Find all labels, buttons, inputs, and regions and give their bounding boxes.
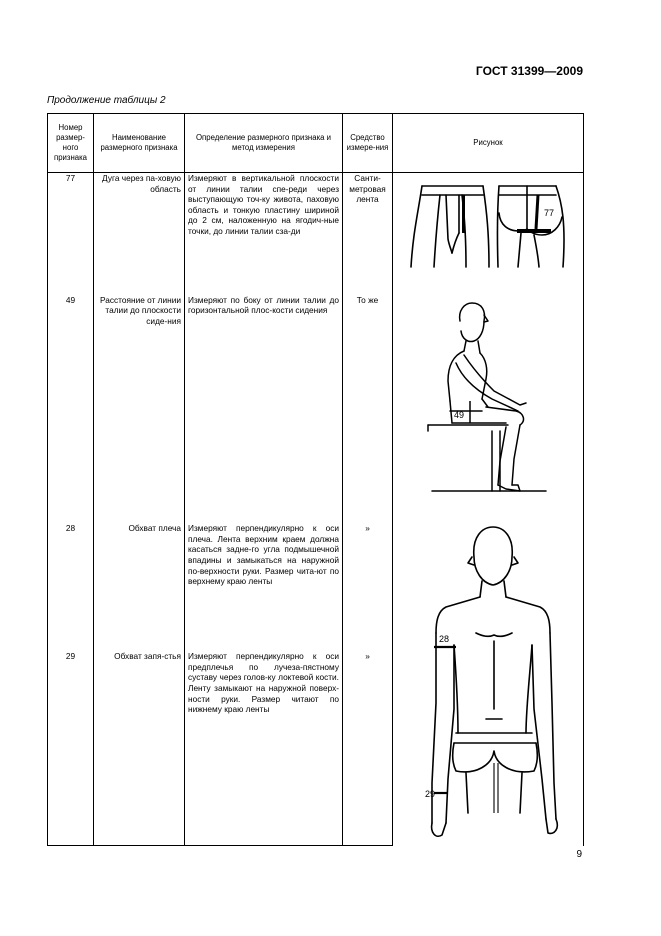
row-name: Обхват запя-стья xyxy=(94,651,185,846)
row-number: 29 xyxy=(48,651,94,846)
row-tool: » xyxy=(343,651,393,846)
hip-arc-illustration xyxy=(396,173,587,292)
row-definition: Измеряют перпендикулярно к оси предплечья по лучеза-пястному суставу через голов-ку локтевой кости. Ленту замыкают на наружной поверх-ности руки. Размер читают по нижнему краю ленты xyxy=(185,651,343,846)
row-number: 49 xyxy=(48,295,94,524)
table-row xyxy=(48,523,584,651)
col-header-definition: Определение размерного признака и метод измерения xyxy=(185,114,343,173)
seated-figure-illustration xyxy=(396,295,587,521)
page-number: 9 xyxy=(576,849,582,860)
table-row xyxy=(48,295,584,524)
table-header-row xyxy=(48,114,584,173)
row-name: Дуга через па-ховую область xyxy=(94,173,185,295)
row-definition: Измеряют по боку от линии талии до горизонтальной плос-кости сидения xyxy=(185,295,343,524)
front-figure-illustration xyxy=(396,523,587,843)
table-continuation-caption: Продолжение таблицы 2 xyxy=(47,95,166,106)
row-definition: Измеряют в вертикальной плоскости от линии талии спе-реди через выступающую точ-ку живота, паховую область и тонкую пластину шириной до 2 см, наложенную на ягодич-ные точки, до линии талии сза-ди xyxy=(185,173,343,295)
figure-label-28: 28 xyxy=(439,634,450,645)
figure-label-49: 49 xyxy=(454,409,465,420)
row-tool: Санти-метровая лента xyxy=(343,173,393,295)
figure-seated-height xyxy=(393,295,584,524)
row-tool: То же xyxy=(343,295,393,524)
row-number: 77 xyxy=(48,173,94,295)
col-header-number: Номер размер-ного признака xyxy=(48,114,94,173)
row-definition: Измеряют перпендикулярно к оси плеча. Лента верхним краем должна касаться задне-го угла подмышечной впадины и замыкаться на наружной по-верхности руки. Размер чита-ют по верхнему краю ленты xyxy=(185,523,343,651)
figure-label-29: 29 xyxy=(425,789,436,800)
row-number: 28 xyxy=(48,523,94,651)
table-row xyxy=(48,173,584,295)
row-name: Расстояние от линии талии до плоскости сиде-ния xyxy=(94,295,185,524)
col-header-figure: Рисунок xyxy=(393,114,584,173)
figure-label-77: 77 xyxy=(544,208,555,218)
col-header-tool: Средство измере-ния xyxy=(343,114,393,173)
measurements-table xyxy=(47,113,584,846)
col-header-name: Наименование размерного признака xyxy=(94,114,185,173)
figure-hip-arc xyxy=(393,173,584,295)
row-name: Обхват плеча xyxy=(94,523,185,651)
figure-arm-girths xyxy=(393,523,584,846)
row-tool: » xyxy=(343,523,393,651)
standard-code: ГОСТ 31399—2009 xyxy=(475,64,583,78)
